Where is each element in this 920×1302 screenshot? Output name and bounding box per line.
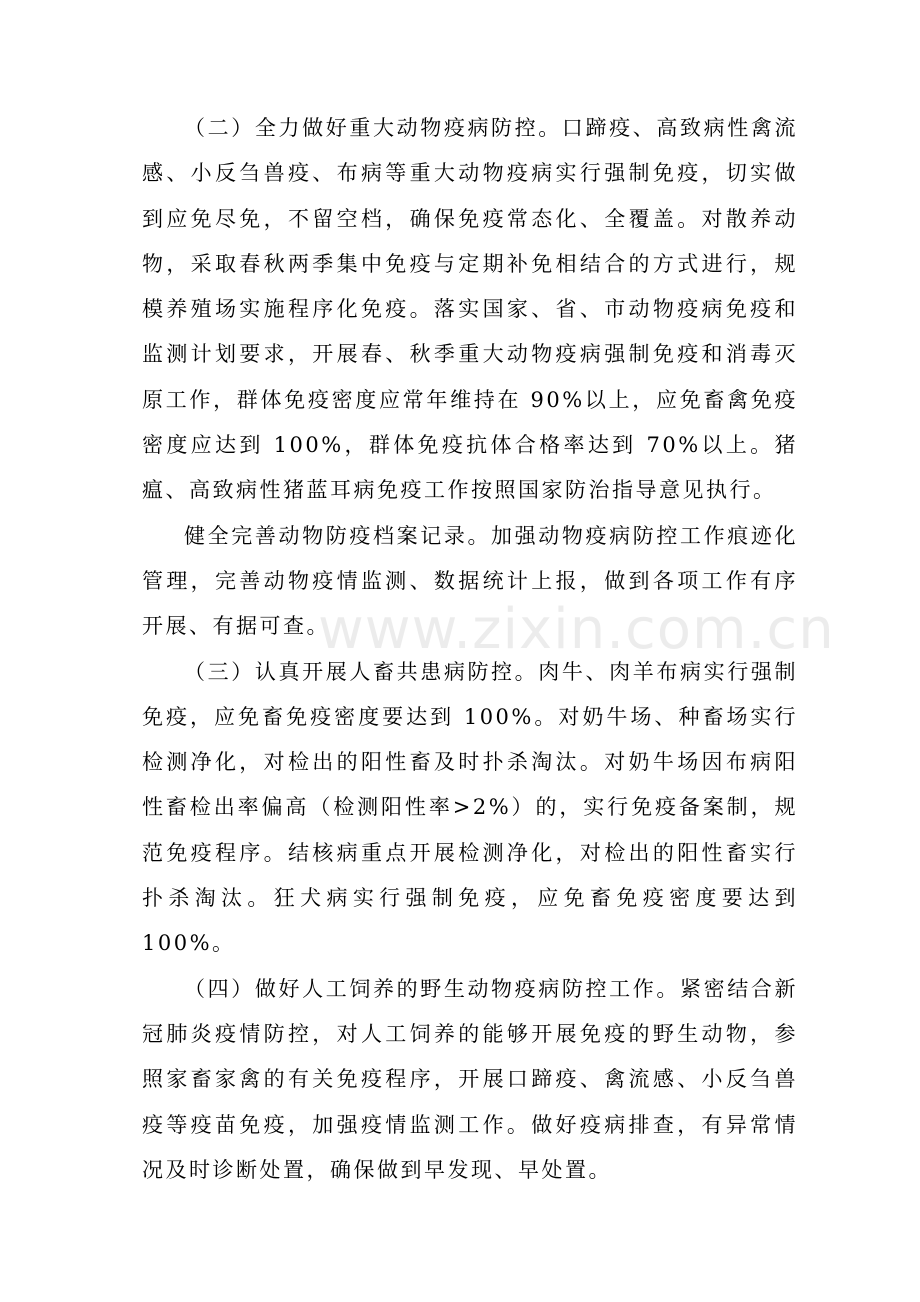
watermark: www.zixin.com.cn xyxy=(318,597,835,662)
document-body xyxy=(142,106,798,1193)
paragraph-zoonosis-control: （三）认真开展人畜共患病防控。肉牛、肉羊布病实行强制免疫，应免畜免疫密度要达到 100%。对奶牛场、种畜场实行检测净化，对检出的阳性畜及时扑杀淘汰。对奶牛场因布病阳性畜检出率偏高（检测阳性率>2%）的，实行免疫备案制，规范免疫程序。结核病重点开展检测净化，对检出的阳性畜实行扑杀淘汰。狂犬病实行强制免疫，应免畜免疫密度要达到100%。 xyxy=(142,659,798,956)
paragraph-archive-records: 健全完善动物防疫档案记录。加强动物疫病防控工作痕迹化管理，完善动物疫情监测、数据统计上报，做到各项工作有序开展、有据可查。 xyxy=(142,523,798,639)
paragraph-animal-disease-control: （二）全力做好重大动物疫病防控。口蹄疫、高致病性禽流感、小反刍兽疫、布病等重大动物疫病实行强制免疫，切实做到应免尽免，不留空档，确保免疫常态化、全覆盖。对散养动物，采取春秋两季集中免疫与定期补免相结合的方式进行，规模养殖场实施程序化免疫。落实国家、省、市动物疫病免疫和监测计划要求，开展春、秋季重大动物疫病强制免疫和消毒灭原工作，群体免疫密度应常年维持在 90%以上，应免畜禽免疫密度应达到 100%，群体免疫抗体合格率达到 70%以上。猪瘟、高致病性猪蓝耳病免疫工作按照国家防治指导意见执行。 xyxy=(142,116,798,503)
paragraph-wildlife-disease-control: （四）做好人工饲养的野生动物疫病防控工作。紧密结合新冠肺炎疫情防控，对人工饲养的能够开展免疫的野生动物，参照家畜家禽的有关免疫程序，开展口蹄疫、禽流感、小反刍兽疫等疫苗免疫，加强疫情监测工作。做好疫病排查，有异常情况及时诊断处置，确保做到早发现、早处置。 xyxy=(142,976,798,1182)
